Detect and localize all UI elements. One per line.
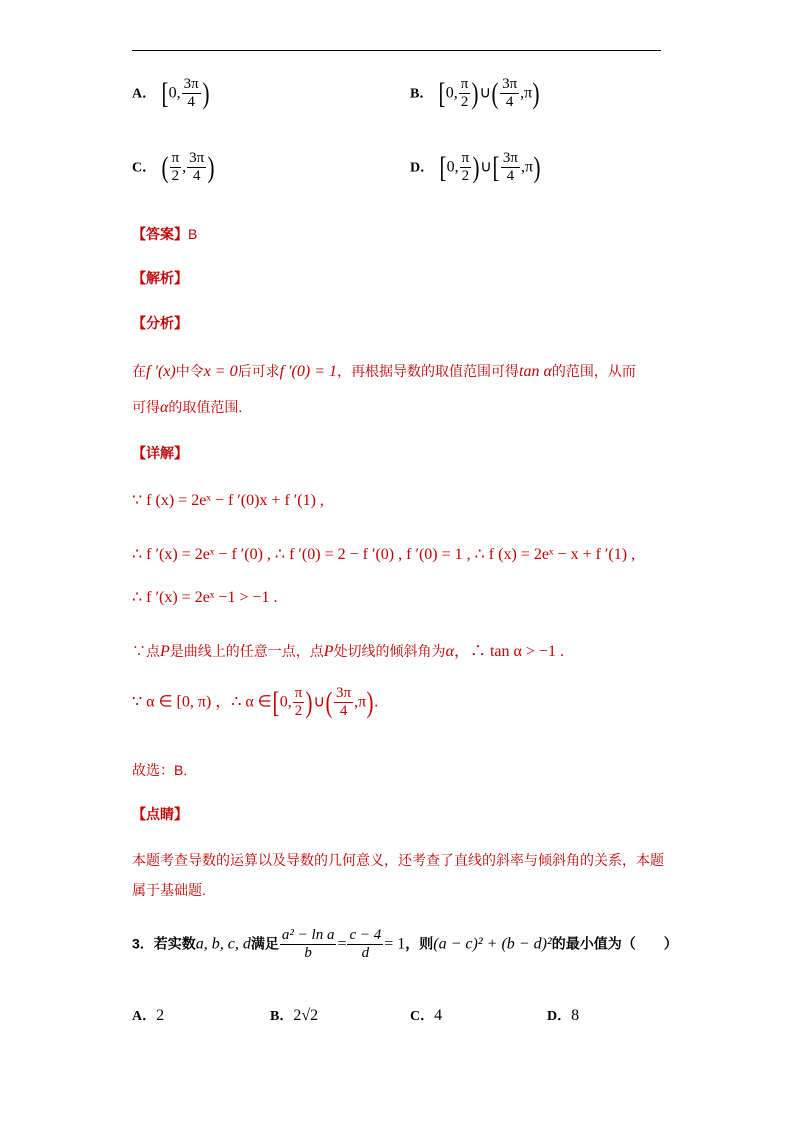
xiangjie-line-5: ∵ α ∈ [0, π) ，∴ α ∈[0, $\frac{\pi}{2}$ )∪( $\frac{3\pi}{4}$ ,π).	[132, 685, 379, 719]
dianjing-label: 【点睛】	[132, 806, 188, 822]
xiangjie-line-6: 故选：B.	[132, 762, 188, 778]
fraction: $\frac{\pi}{2}$	[171, 150, 180, 184]
fraction: $\frac{\pi}{2}$	[460, 76, 469, 110]
fraction: $\frac{3\pi}{4}$	[502, 150, 518, 184]
fenxi-label: 【分析】	[132, 315, 188, 331]
fraction: $\frac{\pi}{2}$	[461, 150, 470, 184]
fraction: $\frac{\pi}{2}$	[294, 685, 303, 719]
top-rule	[132, 50, 661, 51]
fraction: $\frac{3\pi}{4}$	[189, 150, 205, 184]
xiangjie-line-2: ∴ f ′(x) = 2eˣ − f ′(0) , ∴ f ′(0) = 2 − f ′(0) , f ′(0) = 1 , ∴ f (x) = 2eˣ − x + f ′(1) ,	[132, 546, 636, 563]
fraction: $\frac{\text{a² − ln a}}{b}$	[281, 927, 335, 961]
option-b[interactable]: B． [0, $\frac{\pi}{2}$ )∪( $\frac{3\pi}{4}$ ,π)	[410, 76, 540, 110]
fraction: $\frac{3\pi}{4}$	[336, 685, 352, 719]
analysis-label: 【解析】	[132, 270, 188, 286]
answer-value: B	[188, 226, 198, 242]
xiangjie-line-3: ∴ f ′(x) = 2eˣ −1 > −1 .	[132, 589, 278, 606]
answer-line	[132, 224, 197, 244]
option-a[interactable]: A． [0, $\frac{3\pi}{4}$ )	[132, 76, 210, 110]
q3-option-d[interactable]: D．8	[547, 1007, 580, 1024]
fraction: $\frac{3\pi}{4}$	[502, 76, 518, 110]
fraction: $\frac{3\pi}{4}$	[183, 76, 199, 110]
fenxi-line-2: 可得α的取值范围.	[132, 399, 243, 416]
dianjing-line-1: 本题考查导数的运算以及导数的几何意义，还考查了直线的斜率与倾斜角的关系，本题	[132, 852, 664, 868]
q3-option-b[interactable]: B．2√2	[270, 1007, 319, 1024]
option-d[interactable]: D． [0, $\frac{\pi}{2}$ )∪[ $\frac{3\pi}{4}$ ,π)	[410, 150, 541, 184]
xiangjie-line-1: ∵ f (x) = 2eˣ − f ′(0)x + f ′(1) ,	[132, 492, 324, 509]
xiangjie-label: 【详解】	[132, 445, 188, 461]
xiangjie-line-4: ∵点P是曲线上的任意一点，点P处切线的倾斜角为α，∴ tan α > −1 .	[132, 643, 564, 660]
question-3: 3．若实数a, b, c, d满足 $\frac{\text{a² − ln a}}{b}$ = $\frac{c - 4}{d}$ = 1，则(a − c)² + (b − d)²的最小值为（ ）	[132, 927, 678, 961]
q3-option-a[interactable]: A．2	[132, 1007, 165, 1024]
dianjing-line-2: 属于基础题.	[132, 882, 206, 898]
answer-label: 【答案】	[132, 226, 188, 242]
fraction: $\frac{c - 4}{d}$	[349, 927, 382, 961]
q3-option-c[interactable]: C．4	[410, 1007, 443, 1024]
option-c[interactable]: C． ( $\frac{\pi}{2}$ , $\frac{3\pi}{4}$ )	[132, 150, 215, 184]
fenxi-line-1: 在f ′(x)中令x = 0后可求f ′(0) = 1，再根据导数的取值范围可得tan α的范围，从而	[132, 363, 636, 380]
